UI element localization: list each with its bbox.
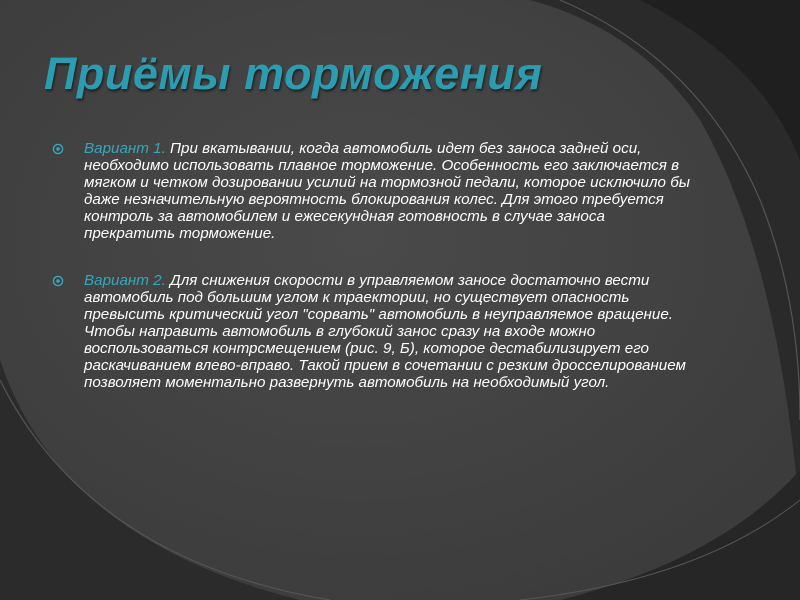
bullet-variant-1 xyxy=(52,140,692,242)
slide-title: Приёмы торможения xyxy=(44,48,543,99)
variant-text: При вкатывании, когда автомобиль идет без заноса задней оси, необходимо использовать плавное торможение. Особенность его заключается в мягком и четком дозировании усилий на тормозной педали, которое исключило бы даже незначительную вероятность блокирования колес. Для этого требуется контроль за автомобилем и ежесекундная готовность в случае заноса прекратить торможение. xyxy=(84,140,690,242)
slide-content xyxy=(52,140,692,391)
variant-label: Вариант 1. xyxy=(84,140,166,157)
variant-label: Вариант 2. xyxy=(84,272,166,289)
variant-text: Для снижения скорости в управляемом заносе достаточно вести автомобиль под большим углом к траектории, но существует опасность превысить критический угол "сорвать" автомобиль в неуправляемое вращение. Чтобы направить автомобиль в глубокий занос сразу на входе можно воспользоваться контрсмещением (рис. 9, Б), которое дестабилизирует его раскачиванием влево-вправо. Такой прием в сочетании с резким дросселированием позволяет моментально развернуть автомобиль на необходимый угол. xyxy=(84,272,686,391)
circle-bullet-icon xyxy=(52,275,64,287)
circle-bullet-icon xyxy=(52,143,64,155)
bullet-variant-2 xyxy=(52,272,692,391)
